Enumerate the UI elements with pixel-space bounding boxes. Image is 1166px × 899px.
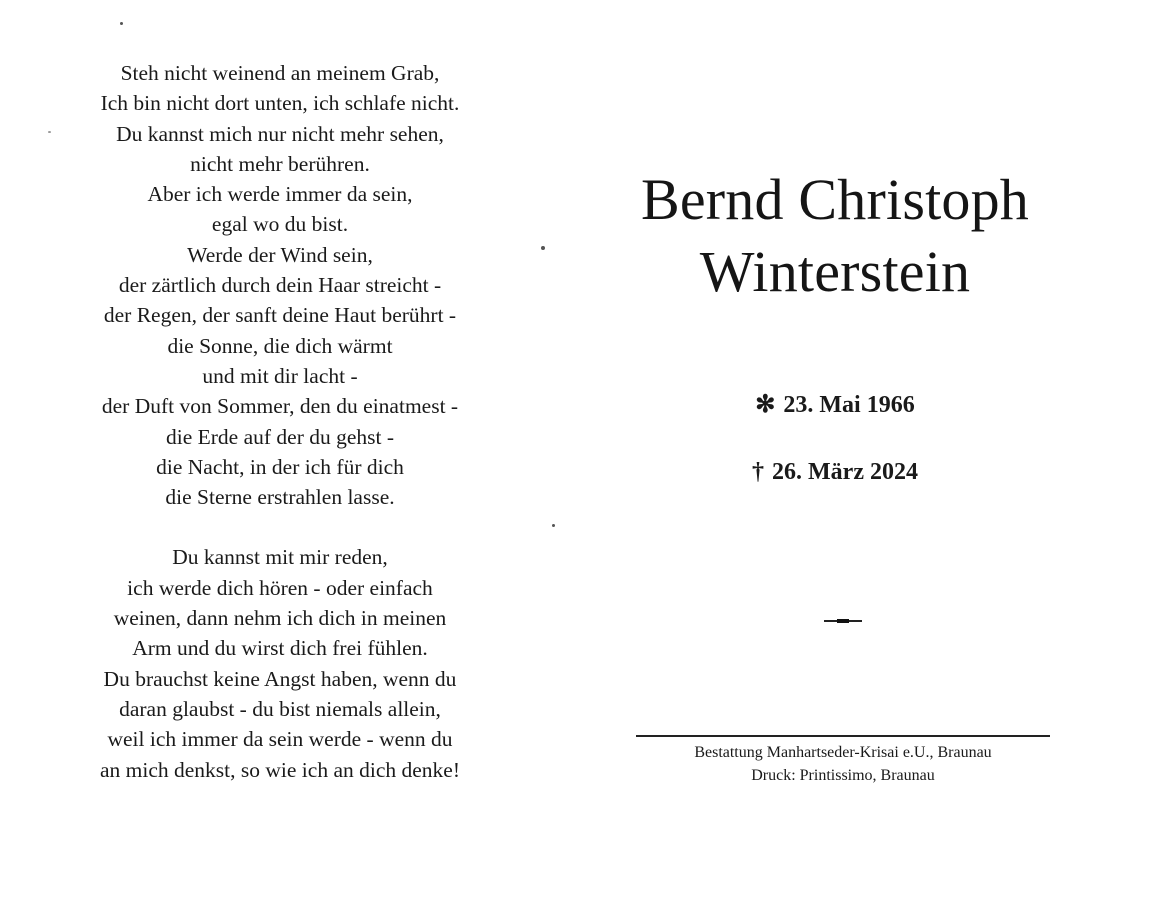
- poem-line: der zärtlich durch dein Haar streicht -: [118, 273, 442, 298]
- poem-line: ich werde dich hören - oder einfach: [127, 575, 433, 600]
- name-line-last: Winterstein: [699, 239, 971, 304]
- poem-line: weil ich immer da sein werde - wenn du: [107, 727, 453, 752]
- funeral-home: Bestattung Manhartseder-Krisai e.U., Braunau: [694, 744, 992, 761]
- birth-star-icon: ✻: [755, 392, 776, 418]
- poem-line: Arm und du wirst dich frei fühlen.: [132, 636, 428, 661]
- death-date-row: [560, 459, 1110, 486]
- poem-line: egal wo du bist.: [211, 212, 349, 237]
- stanza-gap: [40, 512, 520, 542]
- poem-line: die Sonne, die dich wärmt: [167, 333, 393, 358]
- divider-ornament: [824, 620, 862, 622]
- poem-stanza-2: [40, 542, 520, 784]
- poem-line: die Nacht, in der ich für dich: [156, 454, 404, 479]
- name-line-first: Bernd Christoph: [640, 167, 1030, 232]
- deceased-name: [560, 164, 1110, 308]
- poem: [40, 58, 520, 785]
- poem-line: Du brauchst keine Angst haben, wenn du: [103, 666, 457, 691]
- birth-date-row: [560, 390, 1110, 419]
- poem-line: Du kannst mich nur nicht mehr sehen,: [116, 121, 444, 146]
- scan-speck: [552, 524, 555, 527]
- poem-line: und mit dir lacht -: [202, 363, 358, 388]
- scan-speck: [48, 131, 51, 133]
- poem-line: Du kannst mit mir reden,: [172, 545, 388, 570]
- poem-stanza-1: [40, 58, 520, 512]
- scan-speck: [541, 246, 545, 250]
- poem-line: der Regen, der sanft deine Haut berührt -: [103, 303, 457, 328]
- poem-line: daran glaubst - du bist niemals allein,: [119, 696, 441, 721]
- cross-icon: †: [752, 459, 765, 485]
- poem-line: weinen, dann nehm ich dich in meinen: [113, 606, 447, 631]
- death-date: 26. März 2024: [772, 459, 918, 485]
- imprint: [636, 741, 1050, 787]
- poem-line: der Duft von Sommer, den du einatmest -: [101, 394, 459, 419]
- poem-line: die Erde auf der du gehst -: [165, 424, 395, 449]
- poem-line: Ich bin nicht dort unten, ich schlafe nicht.: [100, 91, 460, 116]
- poem-line: Steh nicht weinend an meinem Grab,: [120, 61, 440, 85]
- poem-line: an mich denkst, so wie ich an dich denke!: [99, 757, 461, 782]
- birth-date: 23. Mai 1966: [783, 392, 915, 418]
- scan-speck: [120, 22, 123, 25]
- printer: Druck: Printissimo, Braunau: [751, 767, 935, 784]
- imprint-rule: [636, 735, 1050, 737]
- poem-line: die Sterne erstrahlen lasse.: [165, 485, 395, 510]
- poem-line: Aber ich werde immer da sein,: [147, 182, 413, 207]
- poem-line: nicht mehr berühren.: [190, 151, 370, 176]
- poem-line: Werde der Wind sein,: [187, 242, 373, 267]
